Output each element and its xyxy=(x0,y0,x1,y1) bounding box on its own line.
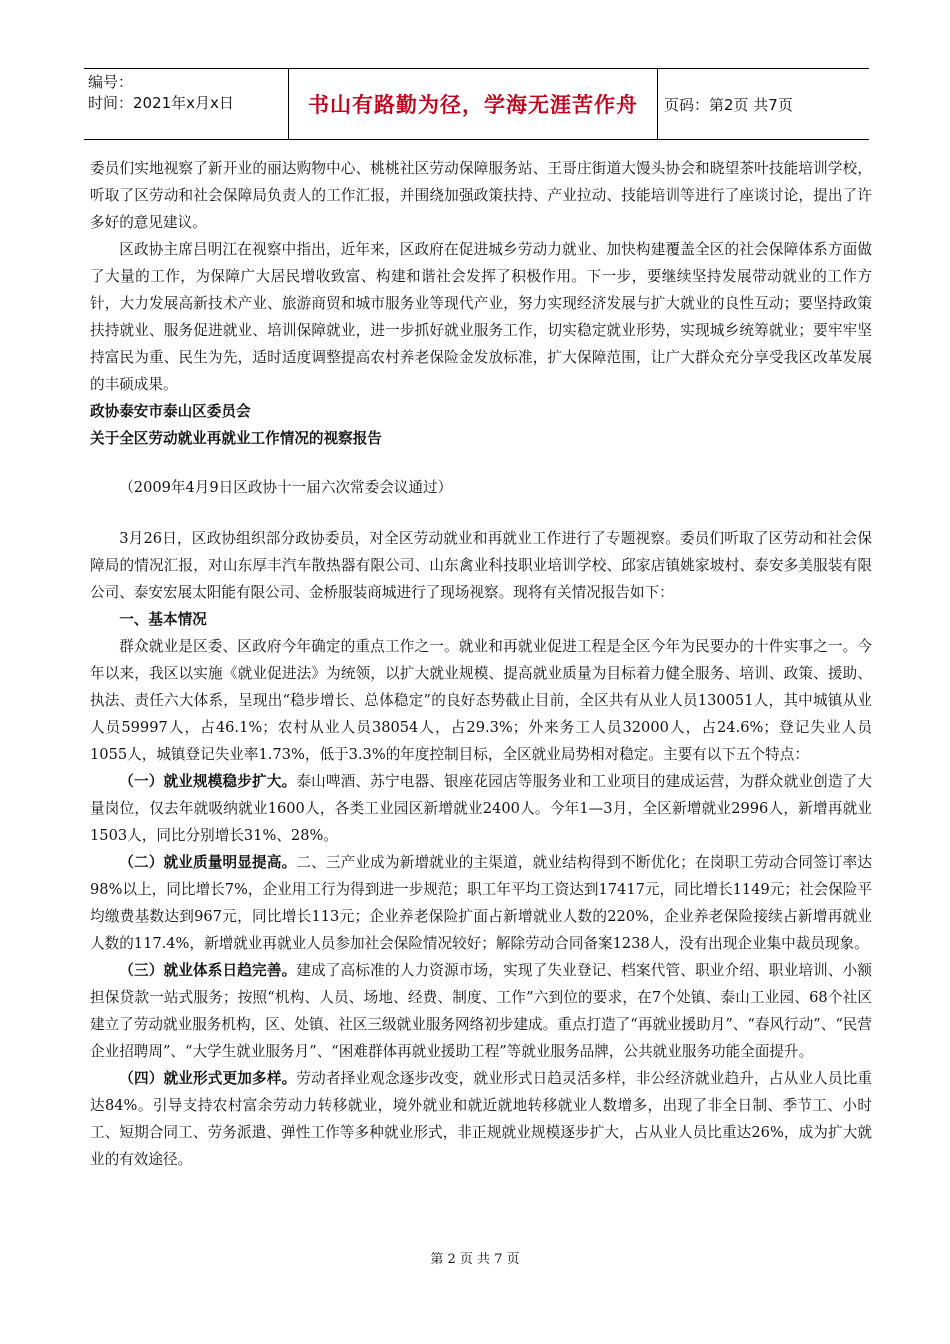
point-heading: （三）就业体系日趋完善。 xyxy=(119,962,297,979)
organization-name: 政协泰安市泰山区委员会 xyxy=(90,403,251,420)
adoption-note: （2009年4月9日区政协十一届六次常委会议通过） xyxy=(119,479,453,496)
point-heading: （二）就业质量明显提高。 xyxy=(119,854,297,871)
point-paragraph xyxy=(90,849,872,957)
document-body xyxy=(90,155,872,1173)
point-heading: （四）就业形式更加多样。 xyxy=(119,1070,297,1087)
section-heading: 一、基本情况 xyxy=(119,611,207,628)
paragraph: 区政协主席吕明江在视察中指出，近年来，区政府在促进城乡劳动力就业、加快构建覆盖全区的社会保障体系方面做了大量的工作，为保障广大居民增收致富、构建和谐社会发挥了积极作用。下一步，要继续坚持发展带动就业的工作方针，大力发展高新技术产业、旅游商贸和城市服务业等现代产业，努力实现经济发展与扩大就业的良性互动；要坚持政策扶持就业、服务促进就业、培训保障就业，进一步抓好就业服务工作，切实稳定就业形势，实现城乡统筹就业；要牢牢坚持富民为重、民生为先，适时适度调整提高农村养老保险金发放标准，扩大保障范围，让广大群众充分享受我区改革发展的丰硕成果。 xyxy=(90,241,872,393)
point-paragraph xyxy=(90,1065,872,1173)
point-heading: （一）就业规模稳步扩大。 xyxy=(119,773,297,790)
serial-label: 编号： xyxy=(88,73,134,91)
report-title: 关于全区劳动就业再就业工作情况的视察报告 xyxy=(90,430,382,447)
time-label: 时间：2021年x月x日 xyxy=(88,94,234,112)
point-paragraph xyxy=(90,768,872,849)
page-header xyxy=(84,68,869,140)
point-text: 二、三产业成为新增就业的主渠道，就业结构得到不断优化；在岗职工劳动合同签订率达98%以上，同比增长7%，企业用工行为得到进一步规范；职工年平均工资达到17417元，同比增长1149元；社会保险平均缴费基数达到967元，同比增长113元；企业养老保险扩面占新增就业人数的220%，企业养老保险接续占新增再就业人数的117.4%，新增就业再就业人员参加社会保险情况较好；解除劳动合同备案1238人，没有出现企业集中裁员现象。 xyxy=(90,854,872,952)
paragraph: 3月26日，区政协组织部分政协委员，对全区劳动就业和再就业工作进行了专题视察。委员们听取了区劳动和社会保障局的情况汇报，对山东厚丰汽车散热器有限公司、山东禽业科技职业培训学校、邱家店镇姚家坡村、泰安多美服装有限公司、泰安宏展太阳能有限公司、金桥服装商城进行了现场视察。现将有关情况报告如下： xyxy=(90,530,872,601)
paragraph: 委员们实地视察了新开业的丽达购物中心、桃桃社区劳动保障服务站、王哥庄街道大馒头协会和晓望茶叶技能培训学校，听取了区劳动和社会保障局负责人的工作汇报，并围绕加强政策扶持、产业拉动、技能培训等进行了座谈讨论，提出了许多好的意见建议。 xyxy=(90,160,872,231)
page-footer: 第 2 页 共 7 页 xyxy=(430,1252,520,1267)
paragraph: 群众就业是区委、区政府今年确定的重点工作之一。就业和再就业促进工程是全区今年为民要办的十件实事之一。今年以来，我区以实施《就业促进法》为统领，以扩大就业规模、提高就业质量为目标着力健全服务、培训、政策、援助、执法、责任六大体系，呈现出“稳步增长、总体稳定”的良好态势截止目前，全区共有从业人员130051人，其中城镇从业人员59997人，占46.1%；农村从业人员38054人，占29.3%；外来务工人员32000人，占24.6%；登记失业人员1055人，城镇登记失业率1.73%，低于3.3%的年度控制目标，全区就业局势相对稳定。主要有以下五个特点： xyxy=(90,638,872,763)
header-motto: 书山有路勤为径，学海无涯苦作舟 xyxy=(289,69,658,139)
point-paragraph xyxy=(90,957,872,1065)
header-page-label: 页码：第2页 共7页 xyxy=(664,95,793,114)
point-text: 劳动者择业观念逐步改变，就业形式日趋灵活多样，非公经济就业趋升，占从业人员比重达84%。引导支持农村富余劳动力转移就业，境外就业和就近就地转移就业人数增多，出现了非全日制、季节工、小时工、短期合同工、劳务派遣、弹性工作等多种就业形式，非正规就业规模逐步扩大，占从业人员比重达26%，成为扩大就业的有效途径。 xyxy=(90,1070,872,1168)
point-text: 泰山啤酒、苏宁电器、银座花园店等服务业和工业项目的建成运营，为群众就业创造了大量岗位，仅去年就吸纳就业1600人，各类工业园区新增就业2400人。今年1—3月，全区新增就业2996人，新增再就业1503人，同比分别增长31%、28%。 xyxy=(90,773,872,844)
point-text: 建成了高标准的人力资源市场，实现了失业登记、档案代管、职业介绍、职业培训、小额担保贷款一站式服务；按照“机构、人员、场地、经费、制度、工作”六到位的要求，在7个处镇、泰山工业园、68个社区建立了劳动就业服务机构，区、处镇、社区三级就业服务网络初步建成。重点打造了“再就业援助月”、“春风行动”、“民营企业招聘周”、“大学生就业服务月”、“困难群体再就业援助工程”等就业服务品牌，公共就业服务功能全面提升。 xyxy=(90,962,872,1060)
header-left-cell xyxy=(84,69,289,139)
